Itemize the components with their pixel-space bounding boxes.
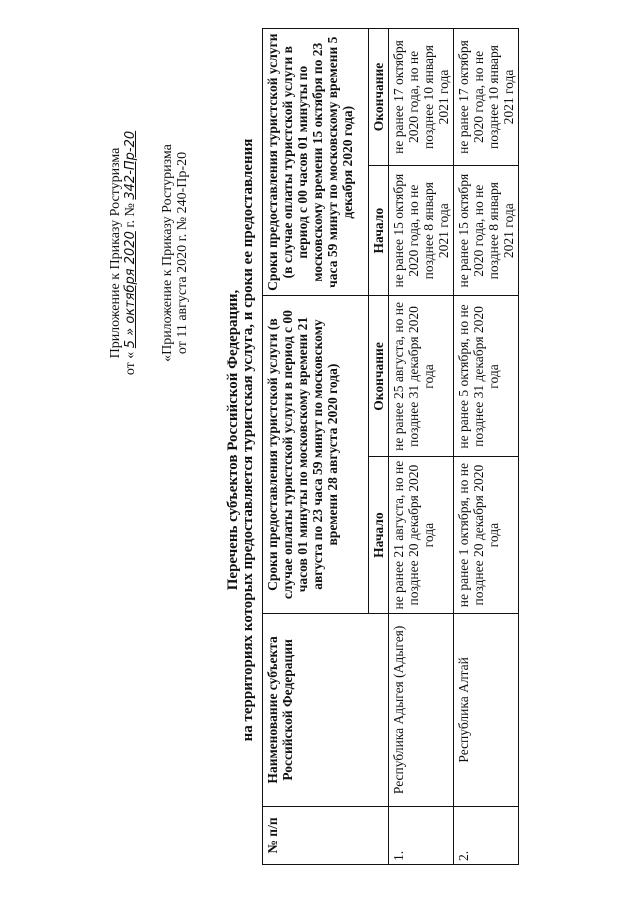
row-subject: Республика Алтай bbox=[454, 613, 519, 806]
col-header-no: № п/п bbox=[263, 807, 389, 865]
subjects-table bbox=[262, 28, 519, 865]
approval-year-no: г. № bbox=[123, 203, 138, 228]
row-period2-start: не ранее 15 октября 2020 года, но не позднее 8 января 2021 года bbox=[454, 165, 519, 295]
table-row bbox=[454, 29, 519, 865]
approval-from: от « bbox=[123, 351, 138, 376]
approval-header bbox=[108, 63, 138, 443]
col-header-end: Окончание bbox=[369, 29, 389, 166]
col-header-period2: Сроки предоставления туристской услуги (в случае оплаты туристской услуги в период с 00 часов 01 минуты по московскому времени 15 октября по 23 часа 59 минут по московскому времени 5 декабря 2020 года) bbox=[263, 29, 369, 296]
handwritten-date: 5 » октября 2020 bbox=[123, 231, 138, 349]
previous-line2: от 11 августа 2020 г. № 240-Пр-20 bbox=[175, 151, 190, 355]
row-number: 2. bbox=[454, 807, 519, 865]
col-header-period1: Сроки предоставления туристской услуги (в случае оплаты туристской услуги в период с 00 часов 01 минуты по московскому времени 21 августа по 23 часа 59 минут по московскому времени 28 августа 2020 года) bbox=[263, 296, 369, 613]
document-subtitle: на территориях которых предоставляется туристская услуга, и сроки ее предоставления bbox=[240, 138, 256, 742]
row-period1-end: не ранее 5 октября, но не позднее 31 декабря 2020 года bbox=[454, 296, 519, 457]
row-period1-start: не ранее 21 августа, но не позднее 20 декабря 2020 года bbox=[389, 457, 454, 613]
approval-line: Приложение к Приказу Ростуризма bbox=[108, 147, 123, 359]
col-header-start: Начало bbox=[369, 165, 389, 295]
document-title: Перечень субъектов Российской Федерации, bbox=[225, 289, 241, 591]
row-period2-end: не ранее 17 октября 2020 года, но не позднее 10 января 2021 года bbox=[454, 29, 519, 166]
row-number: 1. bbox=[389, 807, 454, 865]
col-header-subject: Наименование субъекта Российской Федерации bbox=[263, 613, 389, 806]
previous-line1: «Приложение к Приказу Ростуризма bbox=[160, 144, 175, 362]
row-period1-start: не ранее 1 октября, но не позднее 20 декабря 2020 года bbox=[454, 457, 519, 613]
table-row bbox=[389, 29, 454, 865]
row-subject: Республика Адыгея (Адыгея) bbox=[389, 613, 454, 806]
col-header-start: Начало bbox=[369, 457, 389, 613]
row-period1-end: не ранее 25 августа, но не позднее 31 декабря 2020 года bbox=[389, 296, 454, 457]
col-header-end: Окончание bbox=[369, 296, 389, 457]
previous-order-header bbox=[160, 63, 190, 443]
row-period2-start: не ранее 15 октября 2020 года, но не позднее 8 января 2021 года bbox=[389, 165, 454, 295]
row-period2-end: не ранее 17 октября 2020 года, но не позднее 10 января 2021 года bbox=[389, 29, 454, 166]
approval-date-line bbox=[123, 63, 138, 443]
handwritten-number: 342-Пр-20 bbox=[123, 130, 138, 200]
